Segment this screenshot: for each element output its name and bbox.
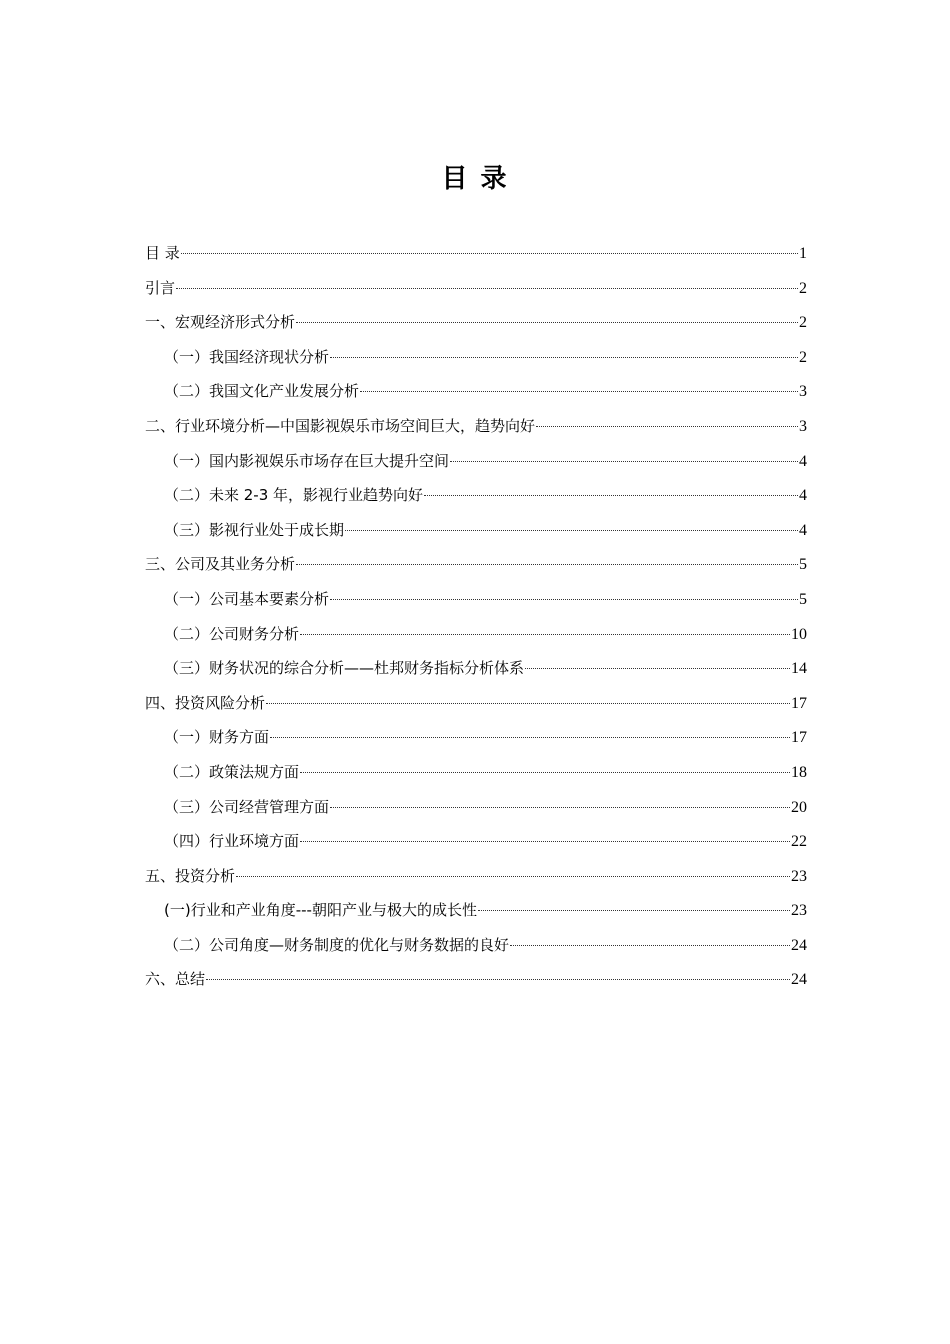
toc-page-number: 17	[791, 729, 807, 747]
toc-entry[interactable]	[145, 409, 807, 444]
toc-dot-leader	[300, 772, 790, 773]
toc-entry[interactable]	[145, 513, 807, 548]
toc-entry-text: （三）财务状况的综合分析——杜邦财务指标分析体系	[164, 659, 525, 678]
table-of-contents	[145, 236, 807, 997]
toc-entry[interactable]	[145, 444, 807, 479]
toc-page-number: 5	[799, 590, 807, 608]
toc-dot-leader	[266, 703, 790, 704]
toc-page-number: 20	[791, 798, 807, 816]
toc-entry-text: 目 录	[145, 244, 180, 262]
toc-dot-leader	[478, 910, 790, 911]
page-title: 目 录	[441, 164, 509, 194]
toc-entry-text: （二）未来 2-3 年，影视行业趋势向好	[164, 486, 424, 505]
toc-dot-leader	[181, 253, 798, 254]
toc-dot-leader	[450, 461, 798, 462]
toc-page-number: 14	[791, 660, 807, 678]
toc-page-number: 22	[791, 833, 807, 851]
toc-page-number: 4	[799, 521, 807, 539]
toc-entry[interactable]	[145, 236, 807, 271]
toc-entry[interactable]	[145, 617, 807, 652]
toc-entry[interactable]	[145, 962, 807, 997]
toc-entry-text: （一）公司基本要素分析	[164, 589, 330, 608]
toc-entry[interactable]	[145, 893, 807, 928]
toc-entry-text: (一)行业和产业角度---朝阳产业与极大的成长性	[164, 901, 477, 920]
toc-page-number: 17	[791, 694, 807, 712]
toc-page-number: 10	[791, 625, 807, 643]
toc-page-number: 24	[791, 971, 807, 989]
toc-page-number: 1	[799, 245, 807, 262]
toc-dot-leader	[330, 807, 790, 808]
toc-entry[interactable]	[145, 928, 807, 963]
toc-dot-leader	[525, 668, 790, 669]
toc-entry-text: 引言	[145, 278, 176, 297]
toc-entry-text: （一）国内影视娱乐市场存在巨大提升空间	[164, 451, 450, 470]
toc-entry[interactable]	[145, 651, 807, 686]
toc-entry-text: 五、投资分析	[145, 866, 236, 885]
toc-dot-leader	[330, 357, 798, 358]
toc-dot-leader	[300, 841, 790, 842]
toc-dot-leader	[424, 495, 798, 496]
toc-entry-text: （二）公司角度—财务制度的优化与财务数据的良好	[164, 935, 510, 954]
toc-entry[interactable]	[145, 547, 807, 582]
toc-page-number: 3	[799, 417, 807, 435]
toc-page-number: 4	[799, 452, 807, 470]
toc-entry[interactable]	[145, 478, 807, 513]
toc-page-number: 2	[799, 279, 807, 297]
toc-page-number: 2	[799, 348, 807, 366]
toc-entry[interactable]	[145, 340, 807, 375]
toc-entry[interactable]	[145, 271, 807, 306]
toc-page-number: 3	[799, 383, 807, 401]
toc-dot-leader	[360, 391, 798, 392]
toc-entry[interactable]	[145, 824, 807, 859]
toc-entry[interactable]	[145, 790, 807, 825]
toc-dot-leader	[176, 288, 798, 289]
toc-dot-leader	[330, 599, 798, 600]
toc-entry[interactable]	[145, 720, 807, 755]
toc-dot-leader	[296, 564, 798, 565]
toc-page-number: 23	[791, 902, 807, 920]
toc-dot-leader	[206, 979, 790, 980]
toc-page-number: 4	[799, 487, 807, 505]
toc-entry[interactable]	[145, 582, 807, 617]
toc-entry-text: （四）行业环境方面	[164, 832, 300, 851]
toc-dot-leader	[296, 322, 798, 323]
toc-page-number: 2	[799, 314, 807, 332]
toc-page-number: 5	[799, 556, 807, 574]
toc-entry-text: （三）公司经营管理方面	[164, 797, 330, 816]
toc-entry-text: 四、投资风险分析	[145, 693, 266, 712]
toc-dot-leader	[536, 426, 798, 427]
toc-page-number: 24	[791, 936, 807, 954]
toc-entry[interactable]	[145, 755, 807, 790]
toc-entry[interactable]	[145, 305, 807, 340]
toc-entry[interactable]	[145, 859, 807, 894]
toc-page-number: 23	[791, 867, 807, 885]
toc-entry-text: （二）我国文化产业发展分析	[164, 382, 360, 401]
toc-entry-text: （二）政策法规方面	[164, 762, 300, 781]
toc-entry-text: （一）财务方面	[164, 728, 270, 747]
toc-entry-text: （三）影视行业处于成长期	[164, 520, 345, 539]
toc-entry[interactable]	[145, 374, 807, 409]
toc-entry-text: 一、宏观经济形式分析	[145, 313, 296, 332]
toc-dot-leader	[510, 945, 790, 946]
toc-dot-leader	[236, 876, 790, 877]
toc-dot-leader	[345, 530, 798, 531]
toc-entry-text: 六、总结	[145, 970, 206, 989]
toc-dot-leader	[270, 737, 790, 738]
toc-page-number: 18	[791, 763, 807, 781]
toc-entry-text: 二、行业环境分析—中国影视娱乐市场空间巨大，趋势向好	[145, 416, 536, 435]
toc-entry-text: （二）公司财务分析	[164, 624, 300, 643]
toc-dot-leader	[300, 634, 790, 635]
toc-entry[interactable]	[145, 686, 807, 721]
toc-entry-text: （一）我国经济现状分析	[164, 347, 330, 366]
toc-entry-text: 三、公司及其业务分析	[145, 555, 296, 574]
